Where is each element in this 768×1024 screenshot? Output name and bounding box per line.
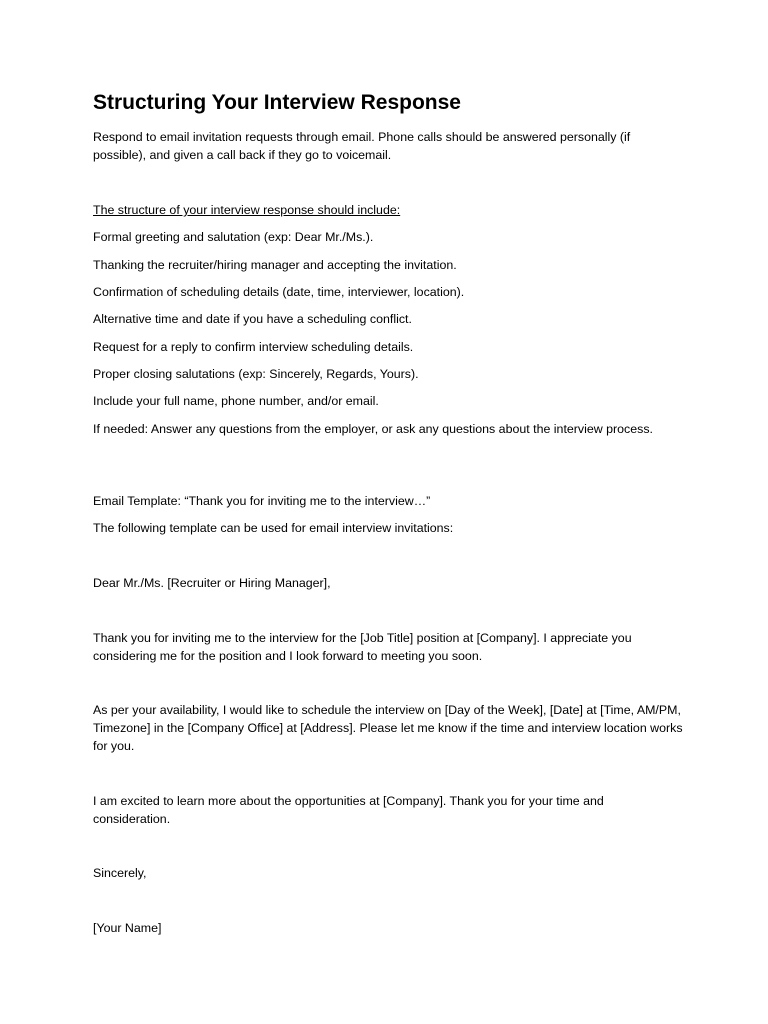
structure-item-request: Request for a reply to confirm interview scheduling details. — [93, 340, 414, 354]
structure-item-alternative: Alternative time and date if you have a scheduling conflict. — [93, 312, 412, 326]
template-paragraph-2: As per your availability, I would like to schedule the interview on [Day of the Week], [Date] at [Time, AM/PM, Timezone] in the [Company Office] at [Address]. Please let me know if the time and interview location works for you. — [93, 703, 683, 753]
structure-item-contact: Include your full name, phone number, and/or email. — [93, 394, 379, 408]
structure-item-confirmation: Confirmation of scheduling details (date, time, interviewer, location). — [93, 285, 465, 299]
template-closing: Sincerely, — [93, 866, 147, 880]
structure-item-closing: Proper closing salutations (exp: Sincerely, Regards, Yours). — [93, 367, 419, 381]
template-intro: The following template can be used for email interview invitations: — [93, 521, 454, 535]
template-heading: Email Template: “Thank you for inviting me to the interview…” — [93, 494, 431, 508]
structure-item-thanking: Thanking the recruiter/hiring manager and accepting the invitation. — [93, 258, 457, 272]
template-greeting: Dear Mr./Ms. [Recruiter or Hiring Manager], — [93, 576, 331, 590]
intro-paragraph: Respond to email invitation requests through email. Phone calls should be answered personally (if possible), and given a call back if they go to voicemail. — [93, 130, 631, 162]
template-signature: [Your Name] — [93, 921, 162, 935]
template-paragraph-3: I am excited to learn more about the opportunities at [Company]. Thank you for your time and consideration. — [93, 794, 604, 826]
structure-item-greeting: Formal greeting and salutation (exp: Dear Mr./Ms.). — [93, 230, 374, 244]
page-title: Structuring Your Interview Response — [93, 91, 461, 114]
template-paragraph-1: Thank you for inviting me to the interview for the [Job Title] position at [Company]. I appreciate you considering me for the position and I look forward to meeting you soon. — [93, 631, 632, 663]
structure-heading: The structure of your interview response should include: — [93, 203, 401, 217]
structure-item-questions: If needed: Answer any questions from the employer, or ask any questions about the interview process. — [93, 422, 653, 436]
